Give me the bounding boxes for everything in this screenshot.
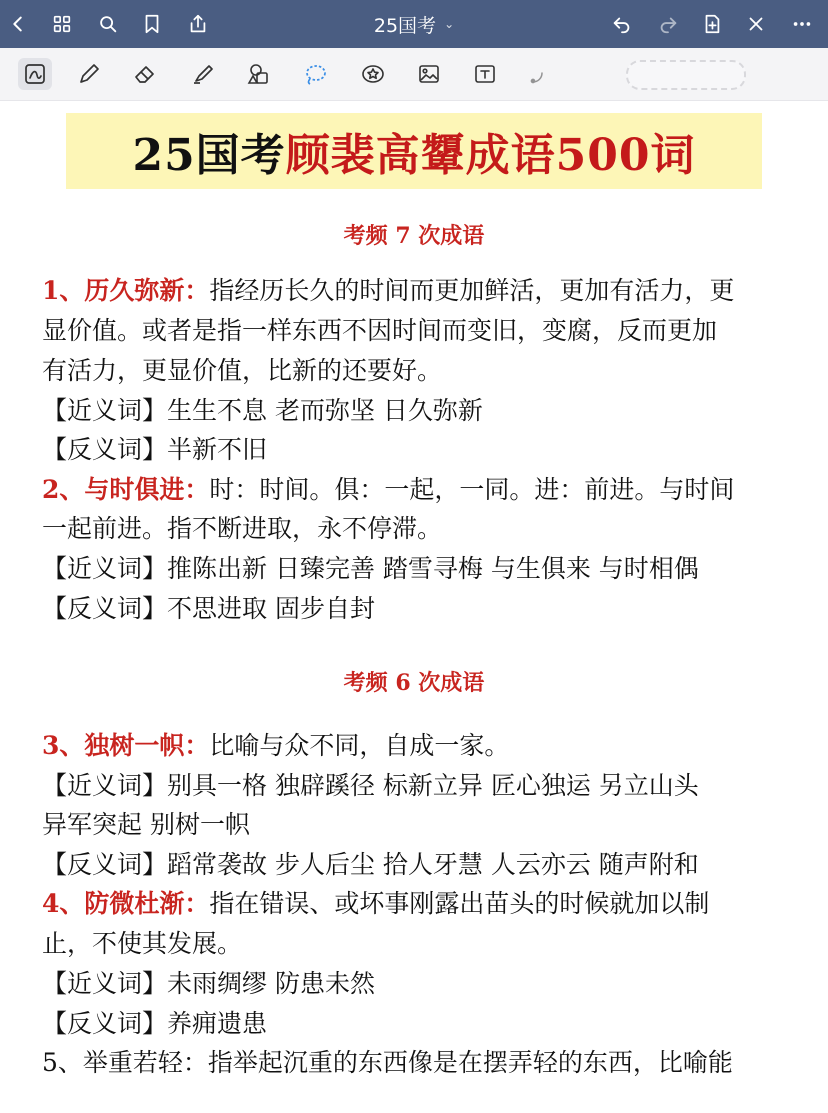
entry-definition: 比喻与众不同，自成一家。 [209,731,510,760]
section-title-freq7: 考频 7 次成语 [343,223,485,249]
banner-prefix: 25国考 [132,130,286,181]
banner-highlight: 顾裴高顰成语500词 [285,130,696,181]
antonym-line: 【反义词】半新不旧 [42,435,268,464]
text-line: 异军突起 别树一帜 [42,810,250,839]
antonym-line: 【反义词】蹈常袭故 步人后尘 拾人牙慧 人云亦云 随声附和 [42,850,699,879]
image-icon[interactable] [412,58,446,90]
entry-term: 1、历久弥新： [42,276,210,305]
synonym-line: 【近义词】生生不息 老而弥坚 日久弥新 [42,396,483,425]
top-app-bar [0,0,828,48]
entry-term: 5、举重若轻： [42,1048,208,1077]
highlighter-icon[interactable] [186,58,220,90]
antonym-line: 【反义词】不思进取 固步自封 [42,594,375,623]
entry-term: 4、防微杜渐： [42,889,210,918]
synonym-line: 【近义词】推陈出新 日臻完善 踏雪寻梅 与生俱来 与时相偶 [42,554,699,583]
close-icon[interactable] [738,0,774,48]
entry-definition: 时：时间。俱：一起，一同。进：前进。与时间 [209,475,735,504]
entry-term: 2、与时俱进： [42,475,210,504]
entry-4-line [42,889,802,919]
synonym-line: 【近义词】别具一格 独辟蹊径 标新立异 匠心独运 另立山头 [42,771,699,800]
redo-icon[interactable] [650,0,686,48]
entry-1-line [42,276,802,306]
lasso-pen-icon[interactable] [18,58,52,90]
text-line: 止，不使其发展。 [42,929,243,958]
more-options-icon[interactable] [784,0,820,48]
undo-icon[interactable] [604,0,640,48]
text-line: 一起前进。指不断进取，永不停滞。 [42,514,443,543]
entry-term: 3、独树一帜： [42,731,210,760]
sticker-icon[interactable] [356,58,390,90]
antonym-line: 【反义词】养痈遗患 [42,1009,268,1038]
entry-definition: 指经历长久的时间而更加鲜活，更加有活力，更 [209,276,735,305]
entry-2-line [42,475,802,505]
text-line: 显价值。或者是指一样东西不因时间而变旧，变腐，反而更加 [42,316,718,345]
text-line: 有活力，更显价值，比新的还要好。 [42,356,443,385]
lasso-select-icon[interactable] [298,58,332,90]
document-title[interactable]: 25国考 ⌄ [373,14,455,37]
entry-3-line [42,731,802,761]
laser-pointer-icon[interactable] [520,58,554,90]
add-page-icon[interactable] [694,0,730,48]
entry-definition: 指举起沉重的东西像是在摆弄轻的东西，比喻能 [207,1048,733,1077]
text-box-icon[interactable] [468,58,502,90]
eraser-icon[interactable] [128,58,162,90]
pen-presets-pill[interactable] [626,60,746,90]
shapes-icon[interactable] [242,58,276,90]
entry-definition: 指在错误、或坏事刚露出苗头的时候就加以制 [209,889,710,918]
chevron-down-icon[interactable]: ⌄ [444,17,455,31]
section-title-freq6: 考频 6 次成语 [343,670,485,696]
synonym-line: 【近义词】未雨绸缪 防患未然 [42,969,375,998]
entry-5-line [42,1048,802,1078]
page-banner-title [66,113,762,189]
pen-icon[interactable] [72,58,106,90]
